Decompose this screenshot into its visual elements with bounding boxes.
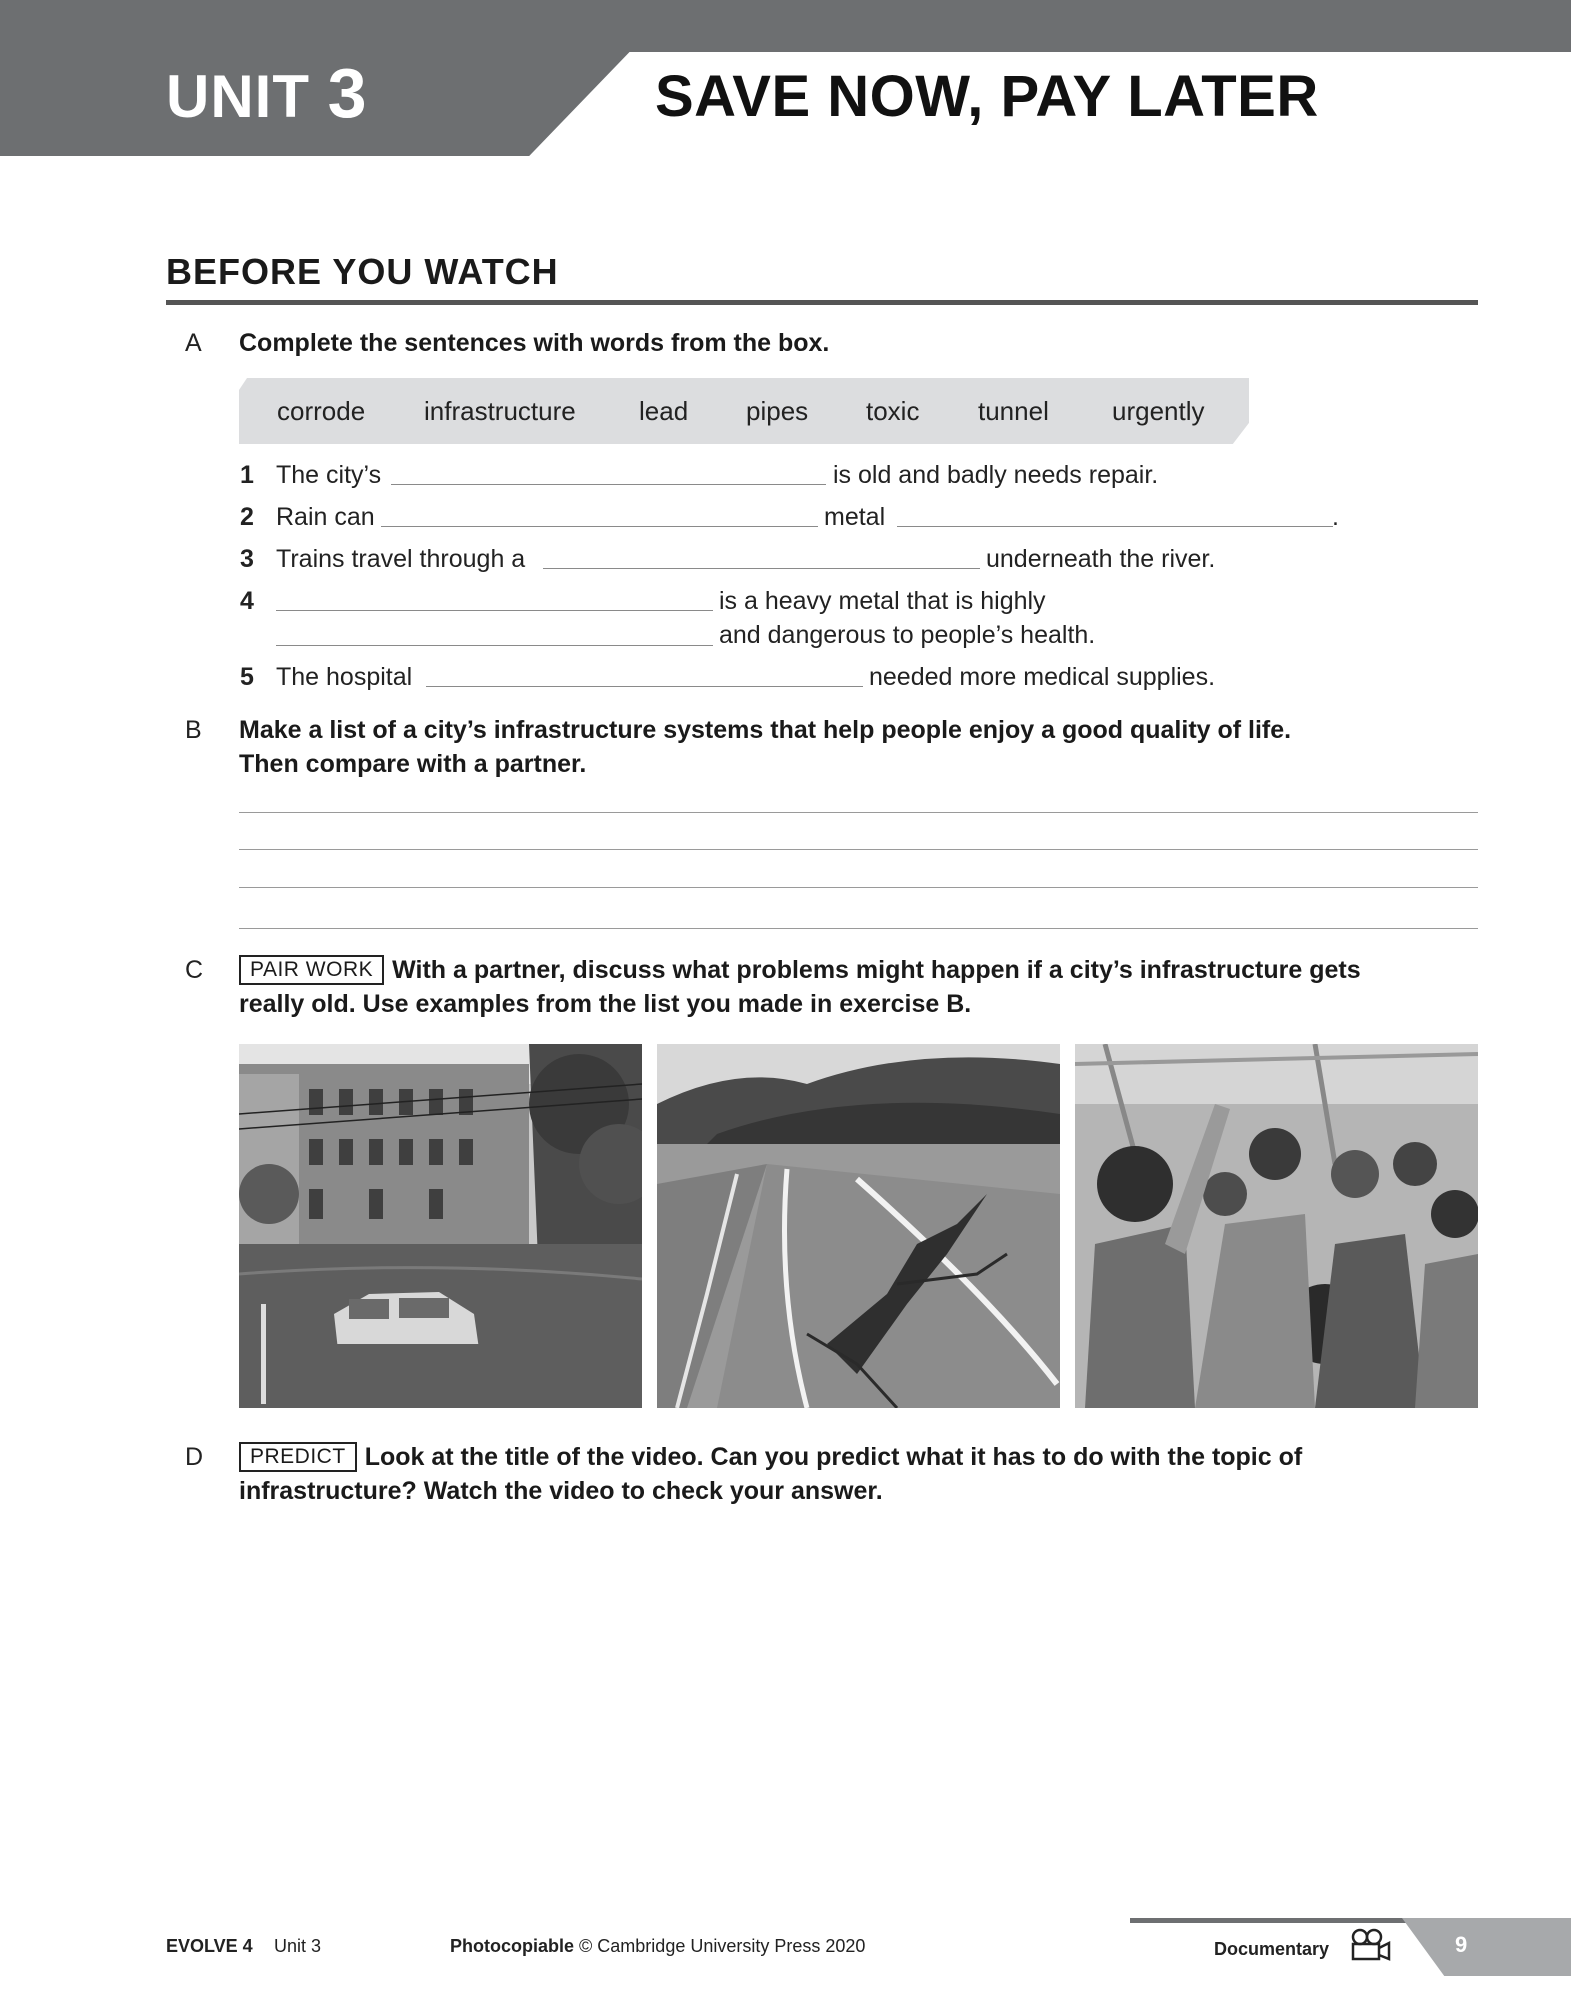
page-number: 9: [1455, 1932, 1468, 1957]
word-box-item: lead: [639, 396, 689, 426]
sentence-1-blank[interactable]: [391, 484, 826, 485]
cracked-road-photo: [657, 1044, 1060, 1408]
sentence-2-blank-1[interactable]: [381, 526, 818, 527]
unit-number: 3: [327, 54, 368, 132]
predict-tag: PREDICT: [239, 1442, 357, 1472]
sentence-2-text-after: .: [1332, 503, 1339, 531]
footer-unit: Unit 3: [274, 1936, 322, 1956]
flooded-street-photo: [239, 1044, 642, 1408]
sentence-3-number: 3: [240, 545, 254, 573]
sentence-3-blank[interactable]: [543, 568, 980, 569]
sentence-3-text-after: underneath the river.: [986, 545, 1216, 573]
word-box-item: corrode: [277, 396, 366, 426]
sentence-4-number: 4: [240, 587, 254, 615]
section-title: BEFORE YOU WATCH: [166, 251, 559, 292]
exercise-c-instruction-text: With a partner, discuss what problems might happen if a city’s infrastructure gets: [392, 956, 1361, 984]
footer-section: Documentary: [1214, 1939, 1330, 1959]
sentence-2-blank-2[interactable]: [897, 526, 1333, 527]
word-box-item: pipes: [746, 396, 809, 426]
exercise-a-letter: A: [185, 329, 202, 357]
sentence-1-number: 1: [240, 461, 254, 489]
sentence-4-blank-2[interactable]: [276, 645, 713, 646]
exercise-c-instruction-line1: [239, 953, 1361, 987]
answer-line[interactable]: [239, 849, 1478, 850]
sentence-2-number: 2: [240, 503, 254, 531]
exercise-c-instruction-line2: really old. Use examples from the list you made in exercise B.: [239, 990, 972, 1018]
page-number-tab: [1402, 1918, 1571, 1976]
exercise-a-instruction: Complete the sentences with words from the box.: [239, 329, 830, 357]
page-title: SAVE NOW, PAY LATER: [655, 64, 1319, 129]
footer-copyright: [450, 1934, 865, 1958]
word-box-item: urgently: [1112, 396, 1205, 426]
footer-copyright-text: © Cambridge University Press 2020: [579, 1936, 866, 1956]
answer-line[interactable]: [239, 928, 1478, 929]
unit-label: [166, 54, 368, 132]
exercise-d-letter: D: [185, 1443, 204, 1471]
exercise-d-instruction-line1: [239, 1440, 1302, 1474]
sentence-5-text-before: The hospital: [276, 663, 413, 691]
word-box-item: infrastructure: [424, 396, 576, 426]
video-camera-icon: [1350, 1928, 1392, 1967]
footer-book: EVOLVE 4: [166, 1936, 253, 1956]
sentence-2-text-middle: metal: [824, 503, 886, 531]
word-box-item: tunnel: [978, 396, 1049, 426]
answer-line[interactable]: [239, 887, 1478, 888]
unit-word: UNIT: [166, 63, 310, 130]
pair-work-tag: PAIR WORK: [239, 955, 384, 985]
sentence-5-blank[interactable]: [426, 686, 863, 687]
word-box-item: toxic: [866, 396, 920, 426]
sentence-2-text-before: Rain can: [276, 503, 375, 531]
sentence-4-text-line1: is a heavy metal that is highly: [719, 587, 1046, 615]
sentence-4-blank-1[interactable]: [276, 610, 713, 611]
crowded-subway-photo: [1075, 1044, 1478, 1408]
sentence-4-text-line2: and dangerous to people’s health.: [719, 621, 1096, 649]
word-box: [239, 378, 1249, 444]
exercise-d-instruction-line2: infrastructure? Watch the video to check your answer.: [239, 1477, 883, 1505]
sentence-3-text-before: Trains travel through a: [276, 545, 526, 573]
sentence-5-text-after: needed more medical supplies.: [869, 663, 1216, 691]
exercise-d-instruction-text: Look at the title of the video. Can you predict what it has to do with the topic of: [364, 1443, 1303, 1471]
exercise-b-letter: B: [185, 716, 202, 744]
exercise-b-instruction-line2: Then compare with a partner.: [239, 750, 587, 778]
sentence-5-number: 5: [240, 663, 254, 691]
answer-line[interactable]: [239, 812, 1478, 813]
sentence-1-text-after: is old and badly needs repair.: [833, 461, 1159, 489]
sentence-1-text-before: The city’s: [276, 461, 382, 489]
footer-photocopiable: Photocopiable: [450, 1936, 575, 1956]
section-divider: [166, 300, 1478, 305]
exercise-c-letter: C: [185, 956, 204, 984]
exercise-b-instruction-line1: Make a list of a city’s infrastructure systems that help people enjoy a good quality of life.: [239, 716, 1292, 744]
